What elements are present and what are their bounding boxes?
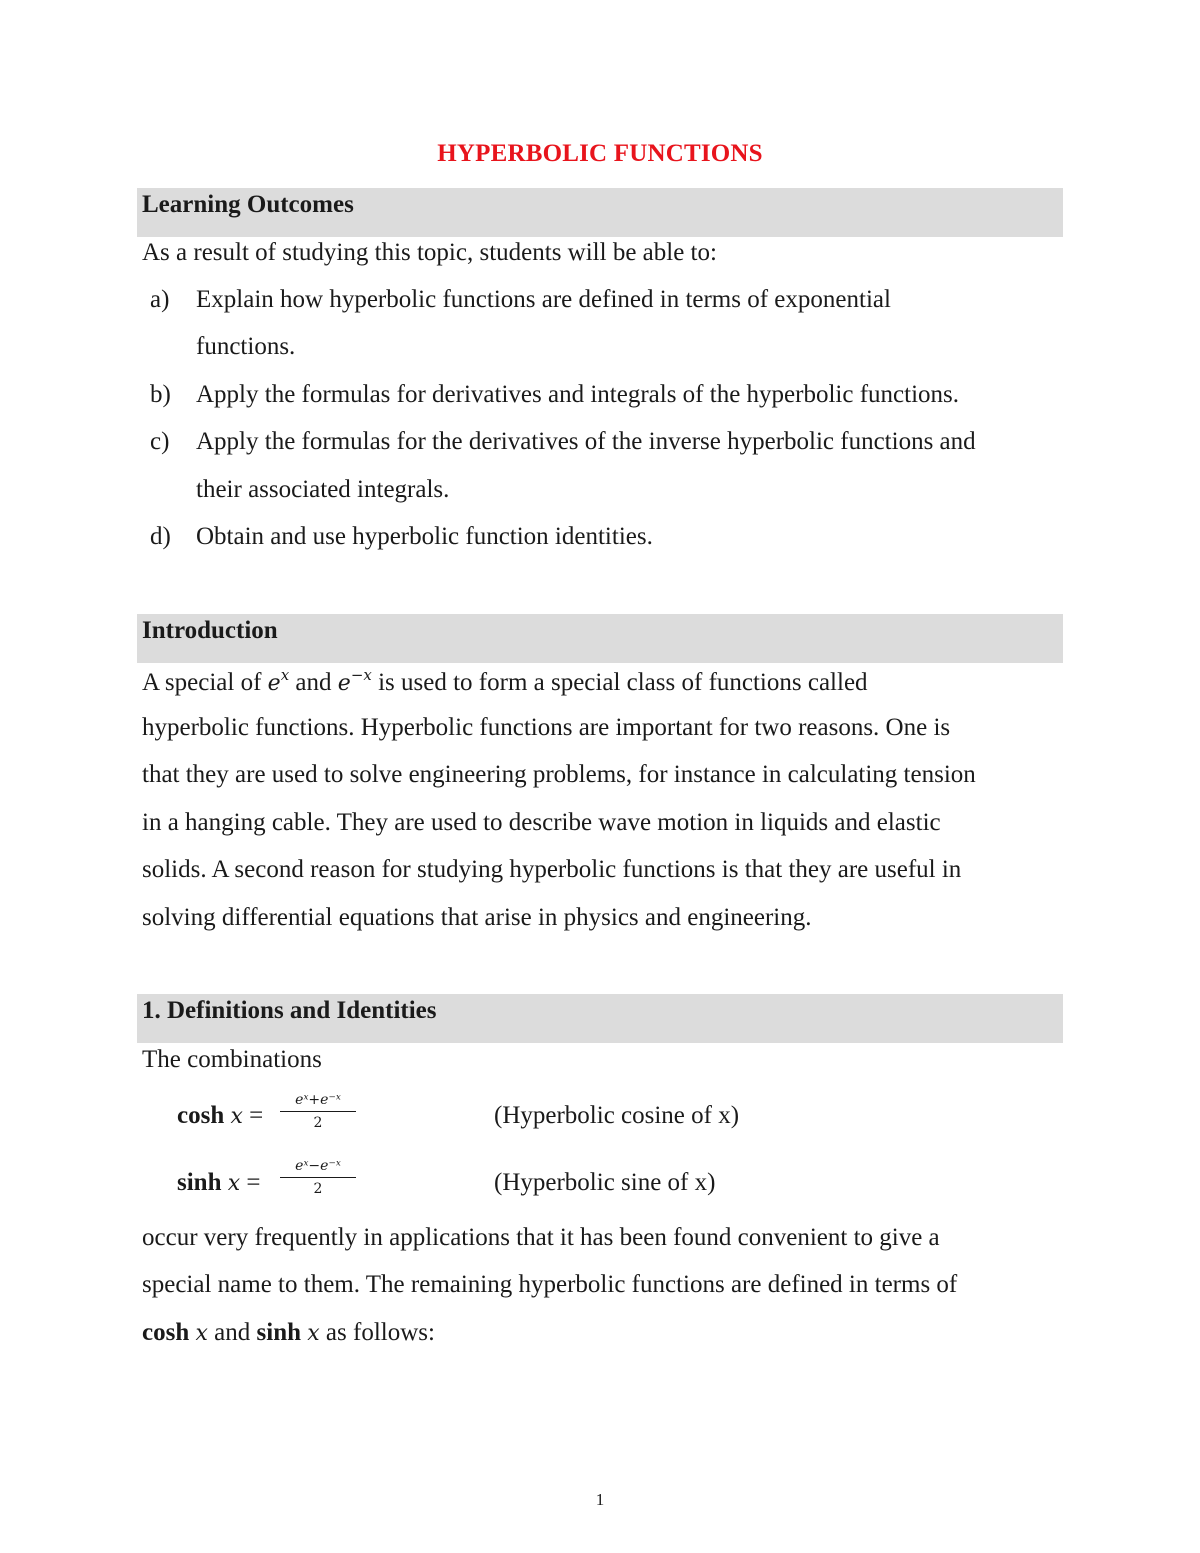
list-item-marker: a) — [150, 286, 170, 313]
list-item-marker: b) — [150, 381, 171, 408]
math-e: e — [337, 671, 351, 696]
learning-outcomes-intro: As a result of studying this topic, students will be able to: — [142, 239, 717, 266]
section1-line: occur very frequently in applications that it has been found convenient to give a — [142, 1224, 940, 1251]
introduction-first-line — [142, 666, 868, 697]
introduction-heading: Introduction — [142, 617, 278, 644]
sinh-fraction — [280, 1156, 356, 1198]
list-item-marker: d) — [150, 523, 171, 550]
fraction-bar — [280, 1177, 356, 1178]
text-run: and — [207, 1319, 257, 1346]
introduction-line: solids. A second reason for studying hyperbolic functions is that they are useful in — [142, 856, 962, 883]
list-item-text: their associated integrals. — [196, 476, 450, 503]
document-title: HYPERBOLIC FUNCTIONS — [437, 140, 763, 167]
section1-last-line — [142, 1319, 435, 1347]
function-name: cosh — [142, 1319, 190, 1346]
math-variable: x — [307, 1321, 320, 1346]
text-run: is used to form a special class of functions called — [371, 669, 868, 696]
cosh-fraction — [280, 1090, 356, 1132]
section1-heading: 1. Definitions and Identities — [142, 997, 437, 1024]
equals-sign: = — [249, 1102, 264, 1129]
math-variable: x — [227, 1171, 241, 1196]
text-run: as follows: — [319, 1319, 435, 1346]
learning-outcomes-heading: Learning Outcomes — [142, 191, 354, 218]
list-item-text: Apply the formulas for the derivatives of the inverse hyperbolic functions and — [196, 428, 976, 455]
section1-line: special name to them. The remaining hyperbolic functions are defined in terms of — [142, 1271, 958, 1298]
equals-sign: = — [246, 1169, 261, 1196]
introduction-line: hyperbolic functions. Hyperbolic functions are important for two reasons. One is — [142, 714, 951, 741]
fraction-numerator: eˣ−e⁻ˣ — [295, 1158, 341, 1174]
list-item-text: Apply the formulas for derivatives and integrals of the hyperbolic functions. — [196, 381, 959, 408]
math-exponent: x — [280, 666, 290, 684]
math-variable: x — [230, 1104, 243, 1129]
sinh-equation — [177, 1169, 261, 1197]
introduction-line: solving differential equations that arise in physics and engineering. — [142, 904, 812, 931]
introduction-line: that they are used to solve engineering problems, for instance in calculating tension — [142, 761, 976, 788]
fraction-numerator: eˣ+e⁻ˣ — [295, 1092, 341, 1108]
text-run: A special of — [142, 669, 268, 696]
math-e: e — [267, 671, 281, 696]
list-item-text: Obtain and use hyperbolic function identities. — [196, 523, 653, 550]
introduction-line: in a hanging cable. They are used to describe wave motion in liquids and elastic — [142, 809, 941, 836]
page-number: 1 — [595, 1490, 605, 1509]
text-run: and — [289, 669, 338, 696]
cosh-description: (Hyperbolic cosine of x) — [494, 1102, 740, 1129]
list-item-text: functions. — [196, 333, 296, 360]
function-name: sinh — [177, 1169, 222, 1196]
function-name: sinh — [256, 1319, 301, 1346]
list-item-text: Explain how hyperbolic functions are defined in terms of exponential — [196, 286, 891, 313]
fraction-denominator: 2 — [313, 1181, 323, 1197]
section1-lead: The combinations — [142, 1046, 322, 1073]
list-item-marker: c) — [150, 428, 170, 455]
cosh-equation — [177, 1102, 263, 1130]
fraction-denominator: 2 — [313, 1115, 323, 1131]
sinh-description: (Hyperbolic sine of x) — [494, 1169, 716, 1196]
math-variable: x — [195, 1321, 208, 1346]
math-exponent: −x — [350, 666, 372, 684]
function-name: cosh — [177, 1102, 225, 1129]
fraction-bar — [280, 1111, 356, 1112]
